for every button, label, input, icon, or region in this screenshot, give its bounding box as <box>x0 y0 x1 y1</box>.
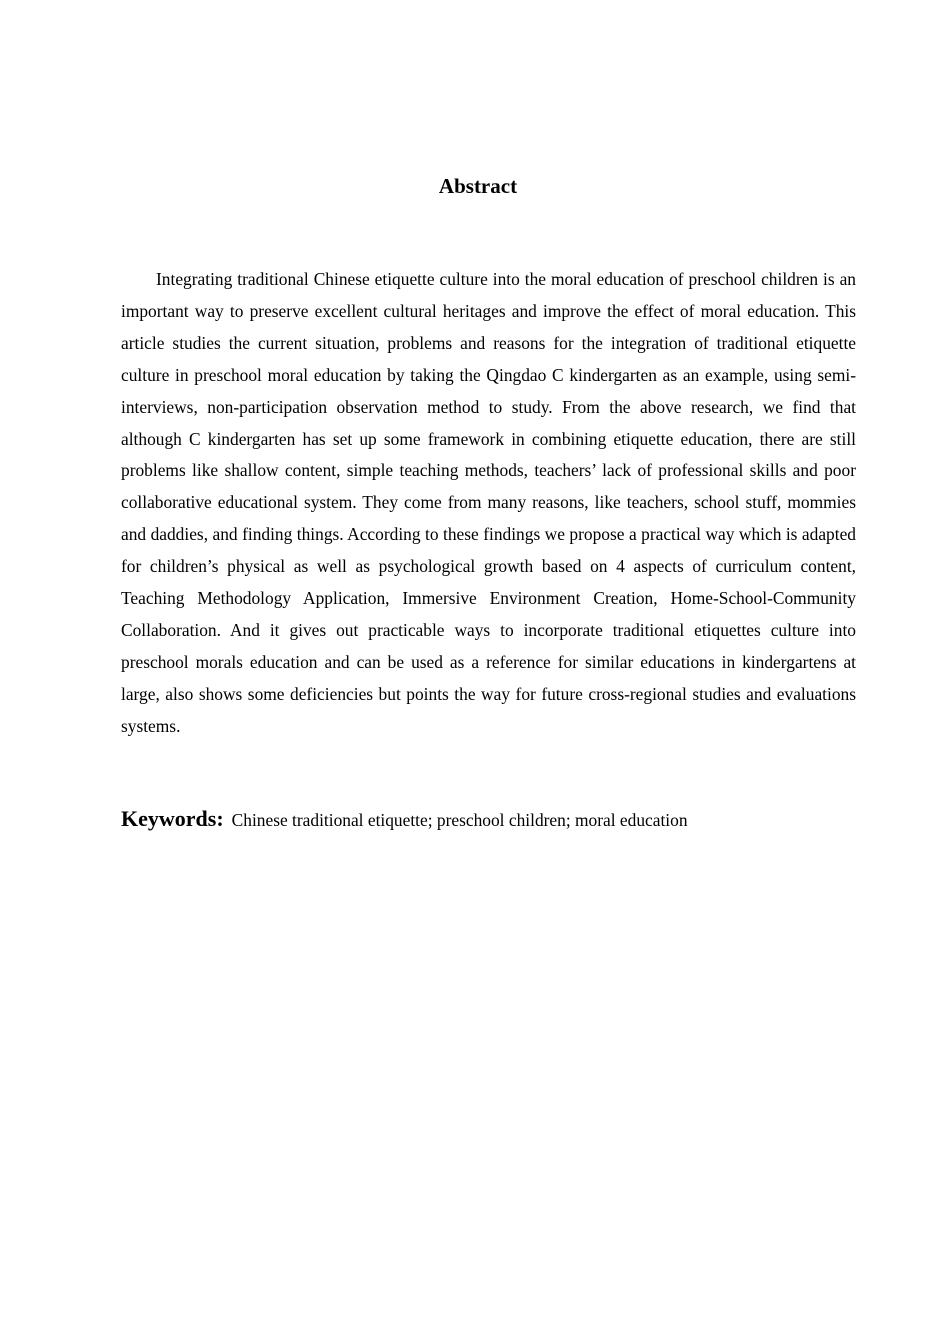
abstract-title: Abstract <box>438 174 518 198</box>
keywords-line <box>121 803 881 838</box>
keywords-text: Chinese traditional etiquette; preschool children; moral education <box>231 810 688 830</box>
keywords-label: Keywords: <box>121 806 224 831</box>
abstract-paragraph: Integrating traditional Chinese etiquette culture into the moral education of preschool children is an important way to preserve excellent cultural heritages and improve the effect of moral education. This article studies the current situation, problems and reasons for the integration of traditional etiquette culture in preschool moral education by taking the Qingdao C kindergarten as an example, using semi-interviews, non-participation observation method to study. From the above research, we find that although C kindergarten has set up some framework in combining etiquette education, there are still problems like shallow content, simple teaching methods, teachers’ lack of professional skills and poor collaborative educational system. They come from many reasons, like teachers, school stuff, mommies and daddies, and finding things. According to these findings we propose a practical way which is adapted for children’s physical as well as psychological growth based on 4 aspects of curriculum content, Teaching Methodology Application, Immersive Environment Creation, Home-School-Community Collaboration. And it gives out practicable ways to incorporate traditional etiquettes culture into preschool morals education and can be used as a reference for similar educations in kindergartens at large, also shows some deficiencies but points the way for future cross-regional studies and evaluations systems. <box>121 269 856 736</box>
